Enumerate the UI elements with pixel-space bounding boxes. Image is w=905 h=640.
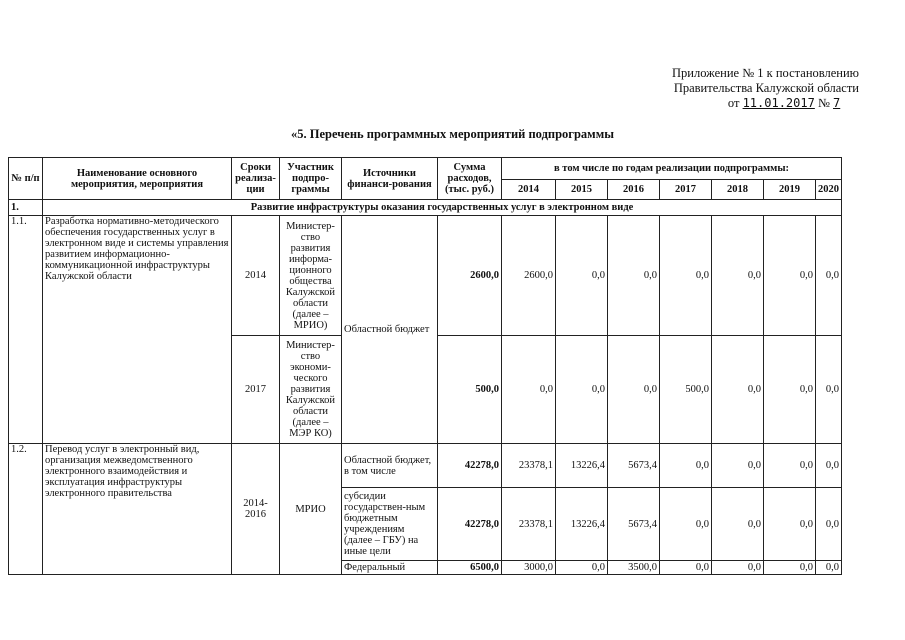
year-value: 23378,1 <box>502 488 556 561</box>
year-value: 0,0 <box>816 488 842 561</box>
source-cell: Областной бюджет, в том числе <box>342 444 438 488</box>
year-value: 0,0 <box>660 488 712 561</box>
participant-cell: МРИО <box>280 444 342 575</box>
participant-cell: Министер-ство экономи-ческого развития Калужской области (далее – МЭР КО) <box>280 336 342 444</box>
date-prefix: от <box>727 96 740 110</box>
period-cell: 2014 <box>232 216 280 336</box>
section-title: Развитие инфраструктуры оказания государственных услуг в электронном виде <box>43 200 842 216</box>
year-header: 2015 <box>556 180 608 200</box>
table-row <box>9 444 842 488</box>
year-header: 2018 <box>712 180 764 200</box>
number-prefix: № <box>817 96 830 110</box>
year-value: 0,0 <box>764 216 816 336</box>
year-value: 2600,0 <box>502 216 556 336</box>
participant-cell: Министер-ство развития информа-ционного общества Калужской области (далее – МРИО) <box>280 216 342 336</box>
year-value: 0,0 <box>764 444 816 488</box>
year-value: 0,0 <box>660 561 712 575</box>
year-value: 23378,1 <box>502 444 556 488</box>
year-value: 0,0 <box>556 336 608 444</box>
appendix-date-line <box>672 96 859 111</box>
year-value: 5673,4 <box>608 488 660 561</box>
year-value: 0,0 <box>816 561 842 575</box>
year-value: 3500,0 <box>608 561 660 575</box>
year-header: 2017 <box>660 180 712 200</box>
section-num: 1. <box>9 200 43 216</box>
item-name: Перевод услуг в электронный вид, организация межведомственного электронного взаимодействия и эксплуатация инфраструктуры электронного правительства <box>43 444 232 575</box>
year-value: 0,0 <box>502 336 556 444</box>
year-value: 3000,0 <box>502 561 556 575</box>
document-title: «5. Перечень программных мероприятий подпрограммы <box>291 127 614 141</box>
section-row <box>9 200 842 216</box>
year-value: 0,0 <box>608 216 660 336</box>
year-value: 0,0 <box>712 561 764 575</box>
year-value: 0,0 <box>712 488 764 561</box>
table-row <box>9 216 842 336</box>
year-value: 500,0 <box>660 336 712 444</box>
col-sum-header: Сумма расходов, (тыс. руб.) <box>438 158 502 200</box>
year-header: 2020 <box>816 180 842 200</box>
year-value: 0,0 <box>764 336 816 444</box>
year-value: 0,0 <box>556 561 608 575</box>
year-value: 0,0 <box>816 444 842 488</box>
decree-date: 11.01.2017 <box>742 96 815 110</box>
source-cell: Областной бюджет <box>342 216 438 444</box>
col-participant-header: Участник подпро-граммы <box>280 158 342 200</box>
sum-cell: 500,0 <box>438 336 502 444</box>
measures-table <box>8 157 842 575</box>
source-cell: Федеральный <box>342 561 438 575</box>
year-value: 0,0 <box>660 216 712 336</box>
item-name: Разработка нормативно-методического обеспечения государственных услуг в электронном виде и системы управления развитием информационно-коммуникационной инфраструктуры Калужской области <box>43 216 232 444</box>
appendix-line-2: Правительства Калужской области <box>673 81 859 95</box>
year-value: 0,0 <box>712 444 764 488</box>
period-cell: 2014-2016 <box>232 444 280 575</box>
sum-cell: 2600,0 <box>438 216 502 336</box>
year-value: 0,0 <box>712 336 764 444</box>
year-value: 0,0 <box>816 216 842 336</box>
year-value: 5673,4 <box>608 444 660 488</box>
sum-cell: 6500,0 <box>438 561 502 575</box>
year-header: 2019 <box>764 180 816 200</box>
source-cell: субсидии государствен-ным бюджетным учреждениям (далее – ГБУ) на иные цели <box>342 488 438 561</box>
decree-number: 7 <box>833 96 841 110</box>
year-value: 0,0 <box>764 561 816 575</box>
year-value: 0,0 <box>556 216 608 336</box>
year-value: 0,0 <box>660 444 712 488</box>
col-period-header: Сроки реализа-ции <box>232 158 280 200</box>
col-num-header: № п/п <box>9 158 43 200</box>
year-header: 2014 <box>502 180 556 200</box>
years-group-header: в том числе по годам реализации подпрограммы: <box>502 158 842 180</box>
item-num: 1.1. <box>9 216 43 444</box>
year-header: 2016 <box>608 180 660 200</box>
col-name-header: Наименование основного мероприятия, мероприятия <box>43 158 232 200</box>
period-cell: 2017 <box>232 336 280 444</box>
year-value: 13226,4 <box>556 488 608 561</box>
year-value: 0,0 <box>816 336 842 444</box>
item-num: 1.2. <box>9 444 43 575</box>
appendix-header <box>672 66 859 111</box>
year-value: 0,0 <box>764 488 816 561</box>
col-sources-header: Источники финанси-рования <box>342 158 438 200</box>
year-value: 0,0 <box>608 336 660 444</box>
year-value: 13226,4 <box>556 444 608 488</box>
sum-cell: 42278,0 <box>438 444 502 488</box>
year-value: 0,0 <box>712 216 764 336</box>
sum-cell: 42278,0 <box>438 488 502 561</box>
appendix-line-1: Приложение № 1 к постановлению <box>672 66 859 80</box>
